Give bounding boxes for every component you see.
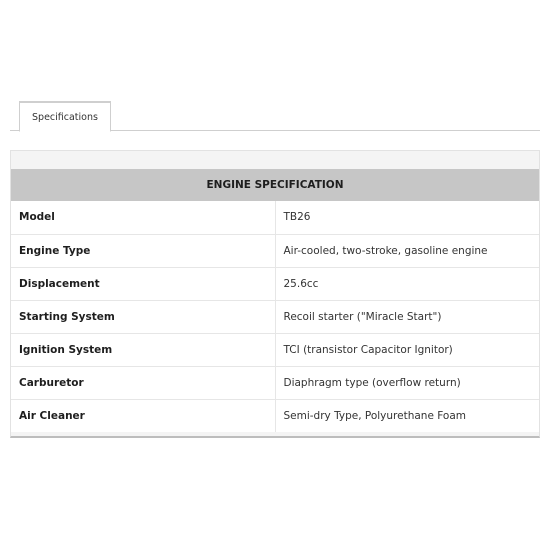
spec-value: Recoil starter ("Miracle Start") (275, 300, 539, 333)
table-row (11, 399, 539, 432)
spec-value: 25.6cc (275, 267, 539, 300)
table-row (11, 201, 539, 234)
spec-value: Diaphragm type (overflow return) (275, 366, 539, 399)
spec-value: Semi-dry Type, Polyurethane Foam (275, 399, 539, 432)
table-heading: ENGINE SPECIFICATION (11, 169, 539, 201)
tab-specifications[interactable]: Specifications (19, 101, 111, 132)
spec-value: TB26 (275, 201, 539, 234)
spec-label: Starting System (11, 300, 275, 333)
tab-bar (10, 101, 540, 131)
spec-label: Ignition System (11, 333, 275, 366)
spec-label: Model (11, 201, 275, 234)
table-row (11, 267, 539, 300)
table-row (11, 300, 539, 333)
spec-label: Engine Type (11, 234, 275, 267)
spec-value: TCI (transistor Capacitor Ignitor) (275, 333, 539, 366)
engine-spec-table (11, 169, 539, 432)
spec-value: Air-cooled, two-stroke, gasoline engine (275, 234, 539, 267)
table-row (11, 234, 539, 267)
table-row (11, 366, 539, 399)
table-header-row (11, 169, 539, 201)
spec-label: Air Cleaner (11, 399, 275, 432)
specifications-panel (10, 150, 540, 438)
spec-label: Carburetor (11, 366, 275, 399)
spec-label: Displacement (11, 267, 275, 300)
table-row (11, 333, 539, 366)
